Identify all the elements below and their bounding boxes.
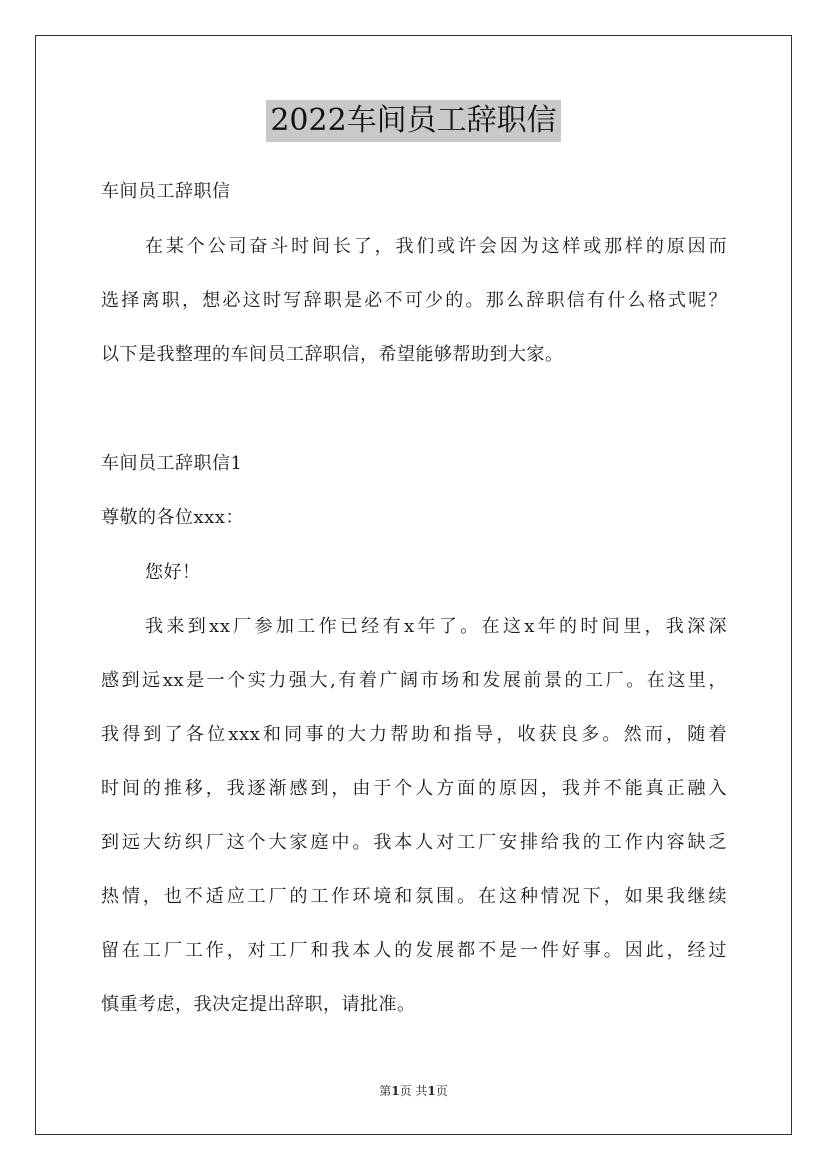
body-line: 感到远xx是一个实力强大,有着广阔市场和发展前景的工厂。在这里， (101, 670, 727, 691)
document-title: 2022车间员工辞职信 (266, 100, 560, 142)
body-line: 慎重考虑，我决定提出辞职，请批准。 (101, 994, 416, 1015)
section-heading: 车间员工辞职信1 (101, 453, 243, 474)
footer-page-suffix: 页 (435, 1084, 448, 1098)
page-footer (0, 1083, 827, 1099)
footer-page-total: 1 (427, 1084, 436, 1098)
intro-line: 以下是我整理的车间员工辞职信，希望能够帮助到大家。 (101, 344, 564, 365)
body-line: 我得到了各位xxx和同事的大力帮助和指导，收获良多。然而，随着 (101, 724, 727, 745)
body-line: 留在工厂工作，对工厂和我本人的发展都不是一件好事。因此，经过 (101, 940, 727, 961)
greeting: 您好！ (145, 562, 201, 583)
intro-line: 在某个公司奋斗时间长了，我们或许会因为这样或那样的原因而 (145, 236, 727, 257)
body-line: 热情，也不适应工厂的工作环境和氛围。在这种情况下，如果我继续 (101, 886, 727, 907)
salutation: 尊敬的各位xxx： (101, 507, 244, 528)
document-subtitle: 车间员工辞职信 (101, 181, 231, 202)
intro-line: 选择离职，想必这时写辞职是必不可少的。那么辞职信有什么格式呢？ (101, 290, 727, 311)
title-container (0, 100, 827, 142)
footer-page-prefix: 第 (379, 1084, 392, 1098)
body-line: 到远大纺织厂这个大家庭中。我本人对工厂安排给我的工作内容缺乏 (101, 832, 727, 853)
body-line: 我来到xx厂参加工作已经有x年了。在这x年的时间里，我深深 (145, 616, 727, 637)
footer-page-current: 1 (391, 1084, 400, 1098)
body-line: 时间的推移，我逐渐感到，由于个人方面的原因，我并不能真正融入 (101, 778, 727, 799)
footer-page-mid: 页 共 (399, 1084, 428, 1098)
